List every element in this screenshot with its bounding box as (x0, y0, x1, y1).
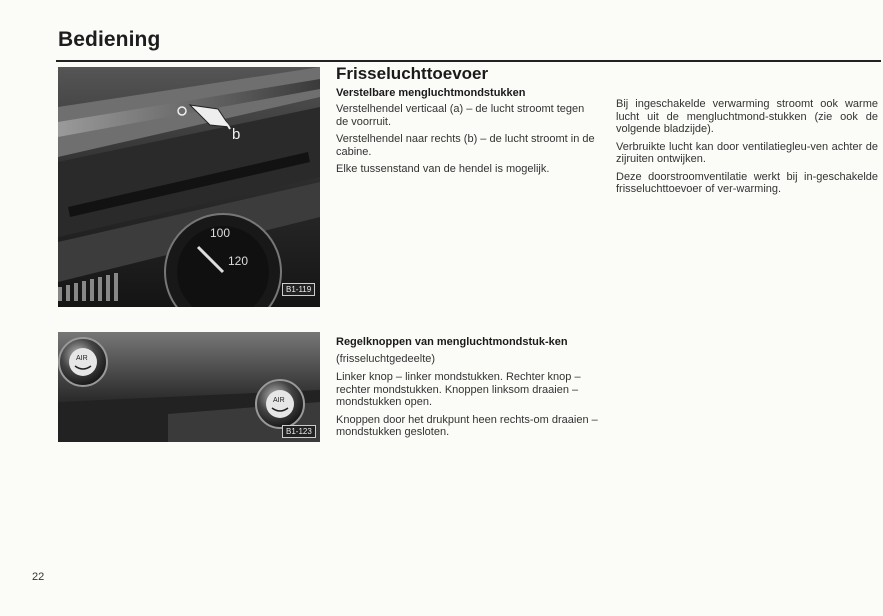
header-rule (56, 60, 881, 62)
paragraph: Verbruikte lucht kan door ventilatiegleu-ven achter de zijruiten ontwijken. (616, 140, 878, 165)
knob-text: AIR (76, 355, 88, 362)
section-title: Frisseluchttoevoer (336, 64, 489, 83)
page-number: 22 (32, 571, 45, 583)
paragraph: Verstelhendel verticaal (a) – de lucht stroomt tegen de voorruit. (336, 103, 585, 128)
gauge-number: 100 (210, 226, 231, 240)
photo-control-knobs (58, 332, 320, 442)
section-subhead: Regelknoppen van mengluchtmondstuk-ken (336, 336, 568, 348)
section-control-knobs (336, 336, 598, 444)
paragraph: Deze doorstroomventilatie werkt bij in-geschakelde frisseluchttoevoer of ver-warming. (616, 170, 878, 195)
paragraph: Elke tussenstand van de hendel is mogelijk. (336, 163, 550, 175)
paragraph: Bij ingeschakelde verwarming stroomt ook warme lucht uit de mengluchtmond-stukken (zie ook de volgende bladzijde). (616, 98, 878, 135)
paragraph: Knoppen door het drukpunt heen rechts-om draaien – mondstukken gesloten. (336, 413, 598, 438)
photo-control-knobs-illustration (58, 332, 320, 442)
gauge-number: 120 (228, 254, 249, 268)
paragraph: Linker knop – linker mondstukken. Rechter knop – rechter mondstukken. Knoppen linksom draaien – mondstukken open. (336, 371, 581, 408)
section-subhead: Verstelbare mengluchtmondstukken (336, 86, 526, 99)
figure-label: B1-123 (282, 425, 316, 438)
knob-text: AIR (273, 397, 285, 404)
figure-label: B1-119 (282, 283, 315, 296)
callout-label: b (232, 126, 241, 143)
section-fresh-air (336, 64, 598, 181)
paragraph: Verstelhendel naar rechts (b) – de lucht stroomt in de cabine. (336, 133, 595, 158)
right-column (616, 98, 878, 201)
page-header-title: Bediening (58, 28, 161, 51)
photo-air-vent-illustration (58, 67, 320, 307)
sub-note: (frisseluchtgedeelte) (336, 352, 436, 365)
photo-air-vent (58, 67, 320, 307)
